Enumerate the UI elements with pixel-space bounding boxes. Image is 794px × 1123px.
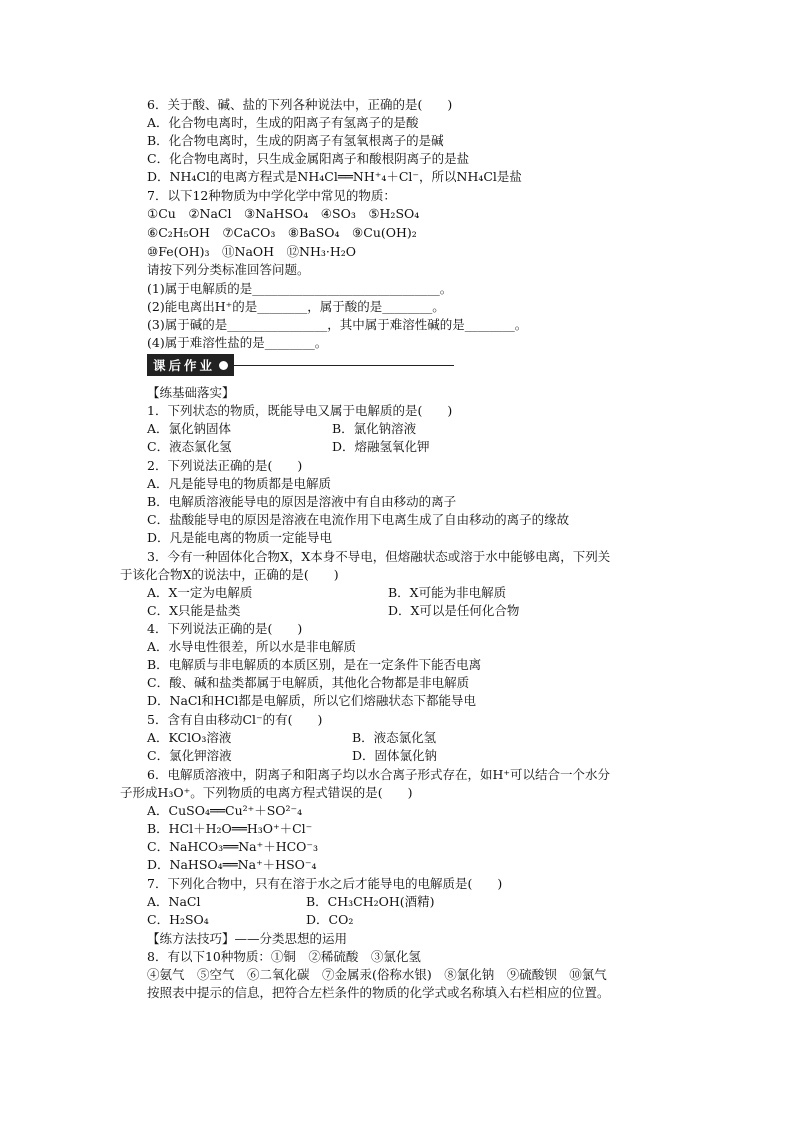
hw-q7-option-b: B．CH₃CH₂OH(酒精)	[306, 894, 435, 909]
hw-q4-option-c: C．酸、碱和盐类都属于电解质，其他化合物都是非电解质	[147, 675, 470, 690]
q7-sub1: (1)属于电解质的是______________________________。	[147, 281, 453, 296]
hw-q6-stem-line2: 子形成H₃O⁺。下列物质的电离方程式错误的是( )	[120, 785, 413, 800]
hw-q3-option-d: D．X可以是任何化合物	[388, 603, 520, 618]
hw-q3-stem-line1: 3．今有一种固体化合物X，X本身不导电，但熔融状态或溶于水中能够电离，下列关	[147, 549, 611, 564]
hw-q3-option-a: A．X一定为电解质	[147, 585, 253, 600]
hw-q8-stem: 8．有以下10种物质：①铜 ②稀硫酸 ③氯化氢	[147, 949, 421, 964]
hw-q4-option-a: A．水导电性很差，所以水是非电解质	[147, 639, 357, 654]
hw-q7-option-a: A．NaCl	[147, 894, 201, 909]
q7-sub2: (2)能电离出H⁺的是________，属于酸的是________。	[147, 299, 445, 314]
hw-q5-option-b: B．液态氯化氢	[352, 730, 437, 745]
hw-q2-stem: 2．下列说法正确的是( )	[147, 458, 303, 473]
q6-option-a: A．化合物电离时，生成的阳离子有氢离子的是酸	[147, 115, 419, 130]
hw-q6-option-c: C．NaHCO₃══Na⁺＋HCO⁻₃	[147, 839, 319, 854]
q6-stem: 6．关于酸、碱、盐的下列各种说法中，正确的是( )	[147, 97, 453, 112]
hw-q7-option-c: C．H₂SO₄	[147, 912, 209, 927]
hw-q3-stem-line2: 于该化合物X的说法中，正确的是( )	[120, 567, 339, 582]
hw-q6-option-d: D．NaHSO₄══Na⁺＋HSO⁻₄	[147, 857, 317, 872]
section-method-practice: 【练方法技巧】——分类思想的运用	[147, 931, 348, 946]
q6-option-b: B．化合物电离时，生成的阴离子有氢氧根离子的是碱	[147, 133, 444, 148]
hw-q8-substances-row2: ④氨气 ⑤空气 ⑥二氧化碳 ⑦金属汞(俗称水银) ⑧氯化钠 ⑨硫酸钡 ⑩氯气	[147, 967, 607, 982]
hw-q8-instruction: 按照表中提示的信息，把符合左栏条件的物质的化学式或名称填入右栏相应的位置。	[147, 985, 610, 1000]
hw-q6-stem-line1: 6．电解质溶液中，阴离子和阳离子均以水合离子形式存在，如H⁺可以结合一个水分	[147, 767, 610, 782]
hw-q5-option-a: A．KClO₃溶液	[147, 730, 232, 745]
banner-divider	[234, 365, 454, 366]
q7-sub4: (4)属于难溶性盐的是________。	[147, 335, 328, 350]
hw-q2-option-a: A．凡是能导电的物质都是电解质	[147, 476, 332, 491]
hw-q2-option-b: B．电解质溶液能导电的原因是溶液中有自由移动的离子	[147, 494, 457, 509]
q7-instruction: 请按下列分类标准回答问题。	[147, 262, 310, 277]
hw-q2-option-d: D．凡是能电离的物质一定能导电	[147, 530, 333, 545]
hw-q6-option-a: A．CuSO₄══Cu²⁺＋SO²⁻₄	[147, 803, 303, 818]
hw-q7-option-d: D．CO₂	[306, 912, 354, 927]
q7-stem: 7．以下12种物质为中学化学中常见的物质：	[147, 188, 396, 203]
q7-substances-row1: ①Cu ②NaCl ③NaHSO₄ ④SO₃ ⑤H₂SO₄	[147, 206, 420, 221]
hw-q5-option-d: D．固体氯化钠	[352, 748, 438, 763]
hw-q3-option-c: C．X只能是盐类	[147, 603, 241, 618]
q7-substances-row3: ⑩Fe(OH)₃ ⑪NaOH ⑫NH₃·H₂O	[147, 244, 357, 259]
hw-q1-option-c: C．液态氯化氢	[147, 439, 232, 454]
hw-q4-stem: 4．下列说法正确的是( )	[147, 621, 303, 636]
hw-q1-stem: 1．下列状态的物质，既能导电又属于电解质的是( )	[147, 403, 453, 418]
hw-q3-option-b: B．X可能为非电解质	[388, 585, 507, 600]
q6-option-c: C．化合物电离时，只生成金属阳离子和酸根阴离子的是盐	[147, 151, 470, 166]
hw-q1-option-a: A．氯化钠固体	[147, 421, 232, 436]
q7-substances-row2: ⑥C₂H₅OH ⑦CaCO₃ ⑧BaSO₄ ⑨Cu(OH)₂	[147, 225, 417, 240]
section-basic-practice: 【练基础落实】	[147, 385, 235, 400]
hw-q1-option-b: B．氯化钠溶液	[332, 421, 417, 436]
homework-banner-label	[147, 354, 234, 376]
hw-q4-option-b: B．电解质与非电解质的本质区别，是在一定条件下能否电离	[147, 657, 482, 672]
homework-banner-text: 课后作业	[153, 358, 216, 373]
hw-q5-stem: 5．含有自由移动Cl⁻的有( )	[147, 712, 323, 727]
hw-q2-option-c: C．盐酸能导电的原因是溶液在电流作用下电离生成了自由移动的离子的缘故	[147, 512, 570, 527]
hw-q5-option-c: C．氯化钾溶液	[147, 748, 232, 763]
hw-q6-option-b: B．HCl＋H₂O══H₃O⁺＋Cl⁻	[147, 821, 313, 836]
hw-q4-option-d: D．NaCl和HCl都是电解质，所以它们熔融状态下都能导电	[147, 693, 476, 708]
bullet-dot-icon	[219, 361, 228, 370]
hw-q1-option-d: D．熔融氢氧化钾	[332, 439, 430, 454]
q7-sub3: (3)属于碱的是________________，其中属于难溶性碱的是________。	[147, 317, 528, 332]
q6-option-d: D．NH₄Cl的电离方程式是NH₄Cl══NH⁺₄＋Cl⁻，所以NH₄Cl是盐	[147, 169, 522, 184]
homework-banner	[147, 355, 454, 375]
hw-q7-stem: 7．下列化合物中，只有在溶于水之后才能导电的电解质是( )	[147, 876, 503, 891]
